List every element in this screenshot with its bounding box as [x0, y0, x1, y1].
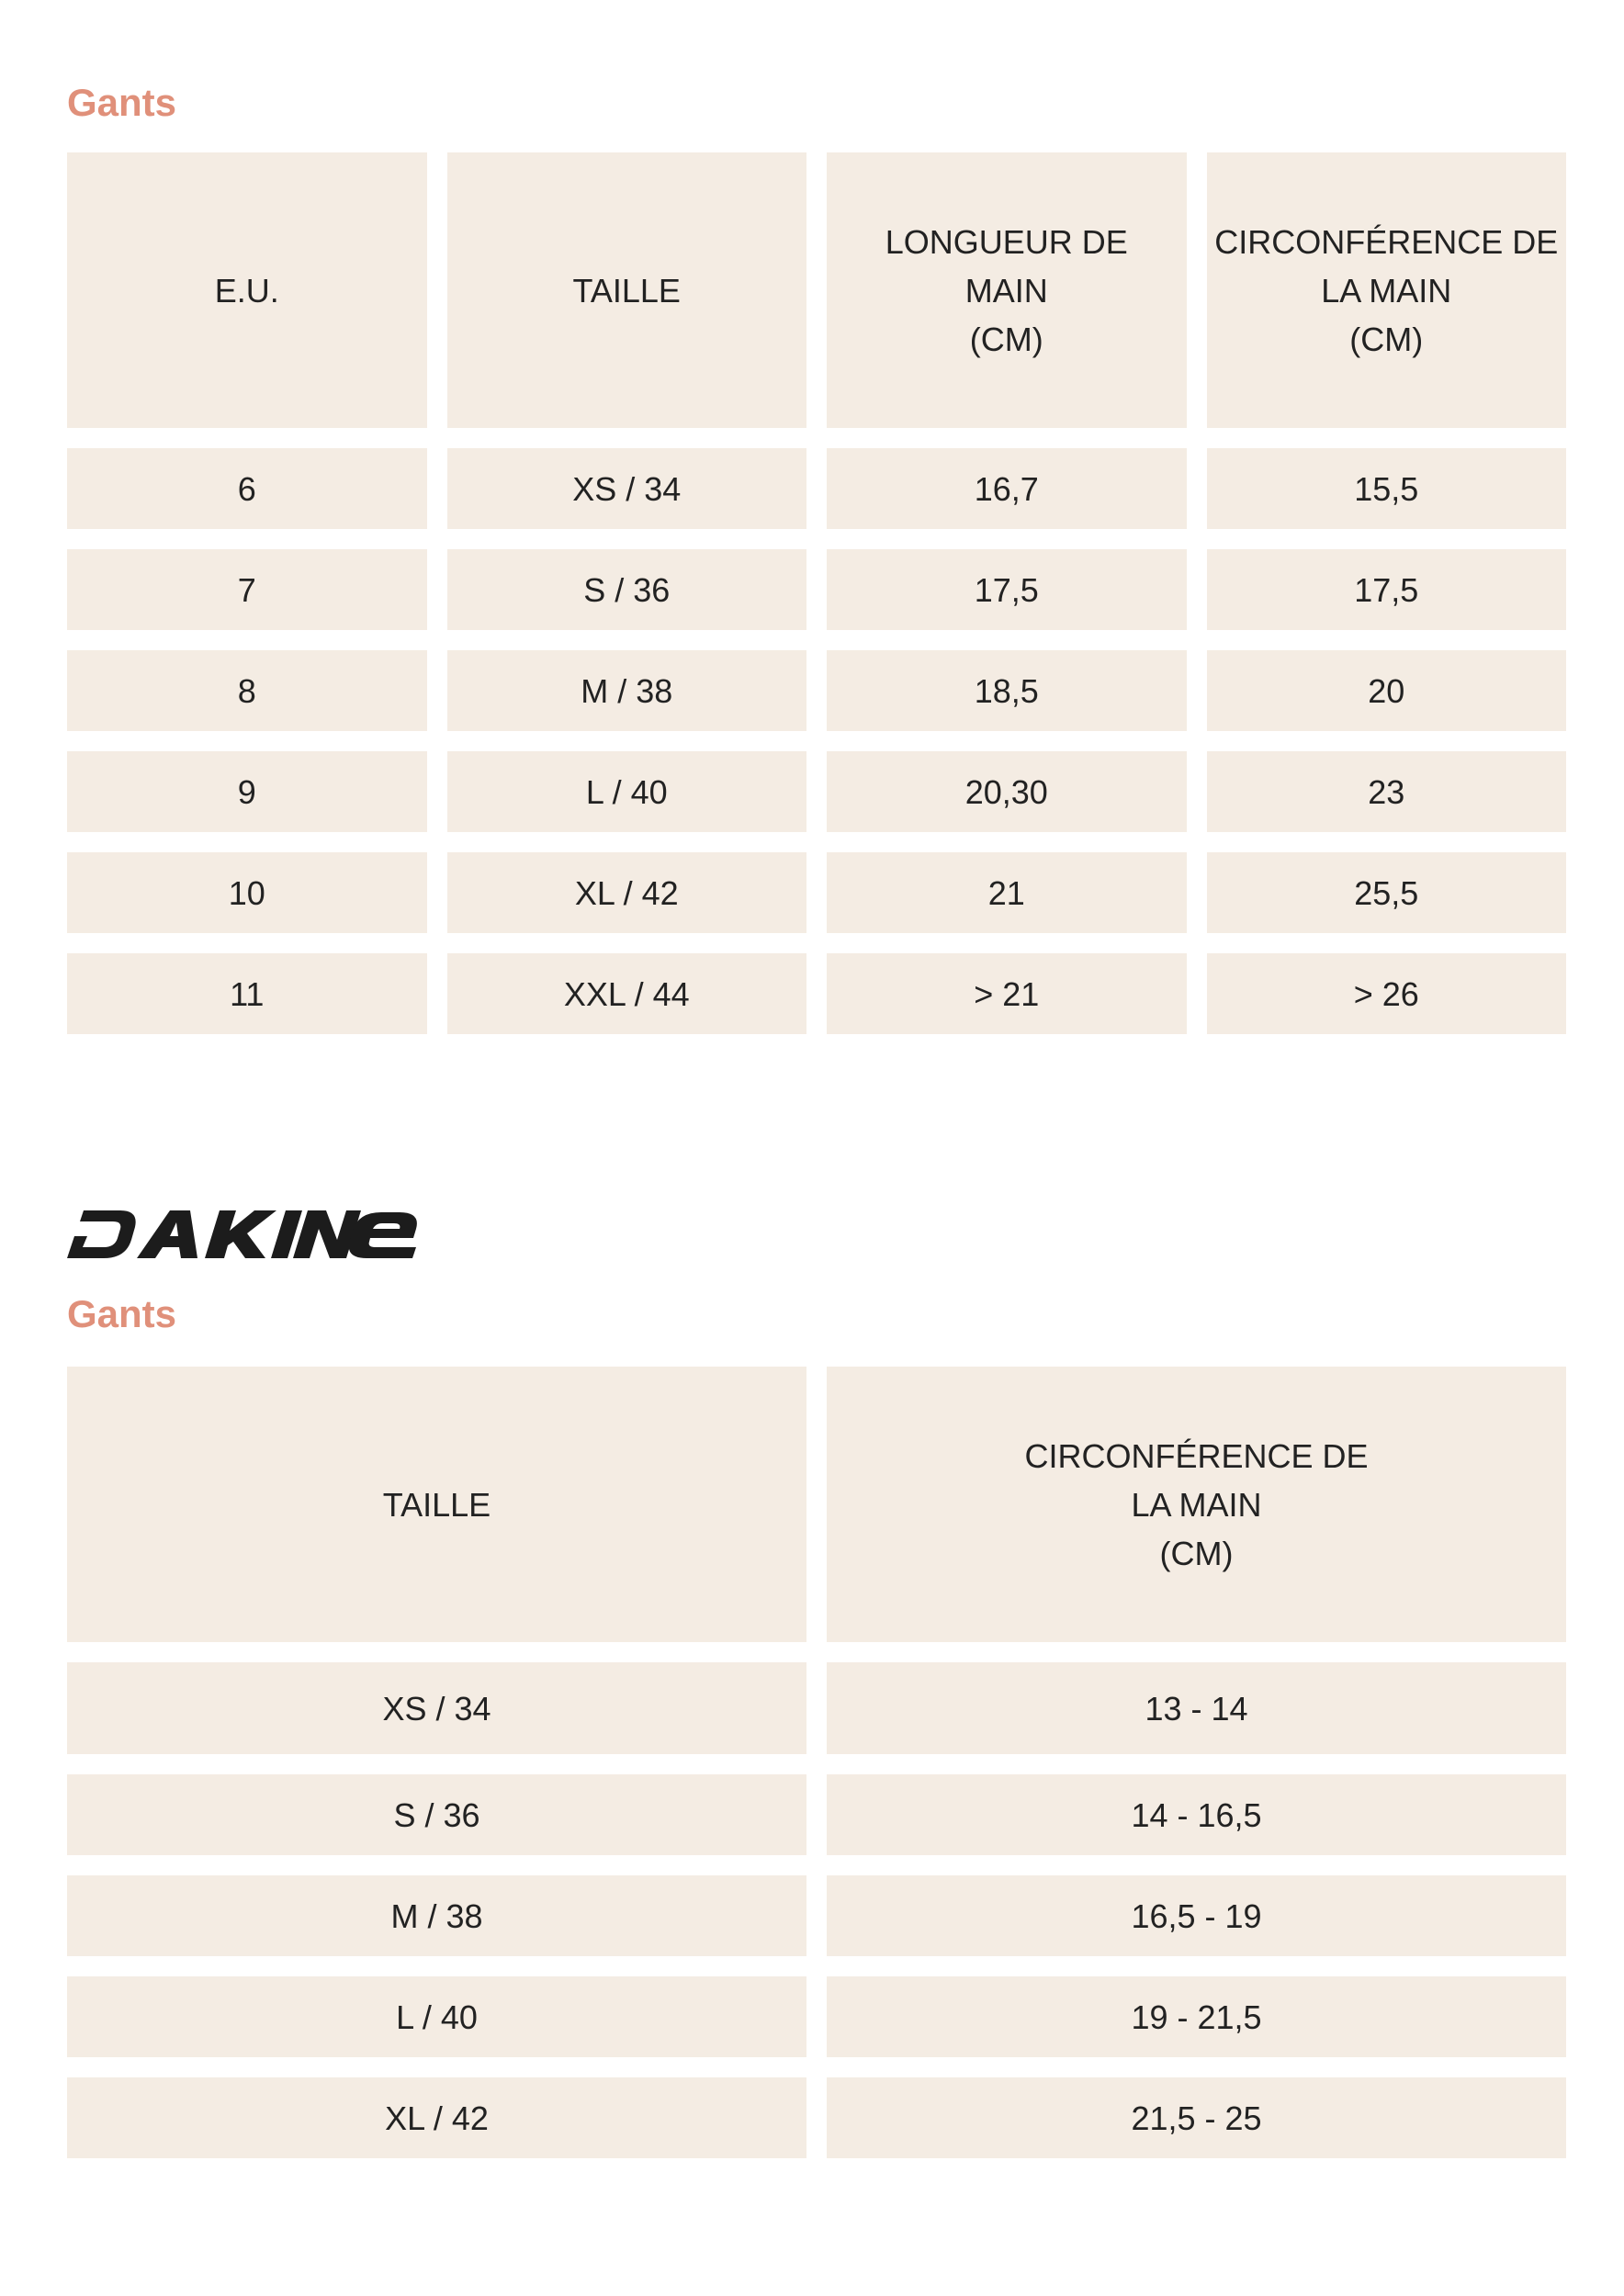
table-cell: L / 40: [447, 751, 807, 832]
table-cell: 7: [67, 549, 427, 630]
table-cell: 20,30: [827, 751, 1187, 832]
table-cell: S / 36: [67, 1774, 806, 1855]
dakine-logo-icon: [67, 1210, 421, 1258]
table-cell: M / 38: [67, 1875, 806, 1956]
size-table-2: [67, 1367, 1566, 2158]
table-cell: 11: [67, 953, 427, 1034]
table-cell: 16,7: [827, 448, 1187, 529]
table-cell: 16,5 - 19: [827, 1875, 1566, 1956]
table-cell: 17,5: [1207, 549, 1567, 630]
table-cell: 14 - 16,5: [827, 1774, 1566, 1855]
size-table-1: [67, 152, 1566, 1034]
table-cell: 15,5: [1207, 448, 1567, 529]
table-cell: 21: [827, 852, 1187, 933]
table-cell: M / 38: [447, 650, 807, 731]
table-cell: 20: [1207, 650, 1567, 731]
table-cell: 19 - 21,5: [827, 1976, 1566, 2057]
table-cell: 18,5: [827, 650, 1187, 731]
section1-title: Gants: [67, 81, 177, 124]
section2-title: Gants: [67, 1292, 177, 1335]
table-cell: 6: [67, 448, 427, 529]
table-cell: 17,5: [827, 549, 1187, 630]
header-cell: CIRCONFÉRENCE DE LA MAIN (CM): [1207, 152, 1567, 428]
table-cell: XXL / 44: [447, 953, 807, 1034]
header-cell: TAILLE: [447, 152, 807, 428]
table-cell: 23: [1207, 751, 1567, 832]
table-cell: 10: [67, 852, 427, 933]
header-cell: TAILLE: [67, 1367, 806, 1642]
table-cell: L / 40: [67, 1976, 806, 2057]
table-cell: 25,5: [1207, 852, 1567, 933]
table-cell: XL / 42: [447, 852, 807, 933]
table-cell: 13 - 14: [827, 1662, 1566, 1754]
table-cell: 9: [67, 751, 427, 832]
table-cell: XL / 42: [67, 2077, 806, 2158]
table-cell: XS / 34: [447, 448, 807, 529]
header-cell: E.U.: [67, 152, 427, 428]
table-cell: > 26: [1207, 953, 1567, 1034]
header-cell: LONGUEUR DE MAIN (CM): [827, 152, 1187, 428]
table-cell: > 21: [827, 953, 1187, 1034]
table-cell: XS / 34: [67, 1662, 806, 1754]
table-cell: 21,5 - 25: [827, 2077, 1566, 2158]
header-cell: CIRCONFÉRENCE DE LA MAIN (CM): [827, 1367, 1566, 1642]
dakine-logo: [67, 1210, 421, 1258]
table-cell: S / 36: [447, 549, 807, 630]
table-cell: 8: [67, 650, 427, 731]
